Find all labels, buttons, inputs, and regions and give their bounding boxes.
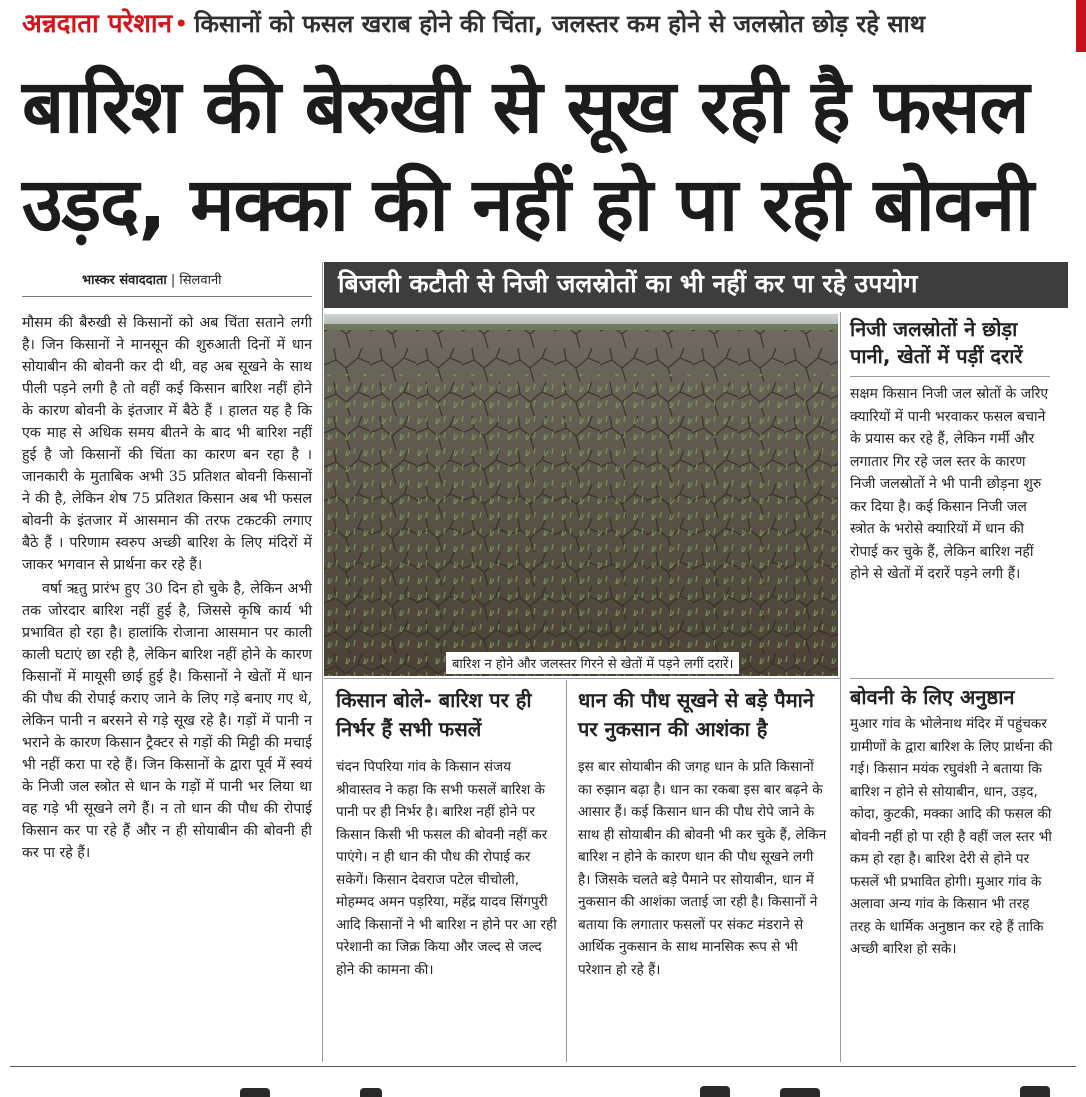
byline-separator: | [170,273,176,288]
byline-rule [22,296,312,297]
page-edge-marker [1076,0,1086,52]
headline-line-2: उड़द, मक्का की नहीं हो पा रही बोवनी [22,162,1034,248]
sidebar-story-2-title: बोवनी के लिए अनुष्ठान [850,685,1015,709]
column-story-2-title: धान की पौध सूखने से बड़े पैमाने पर नुकसान की आशंका है [578,688,814,741]
page-bottom-rule [10,1066,1076,1067]
column-story-1-title: किसान बोले- बारिश पर ही निर्भर हैं सभी फसलें [336,688,532,741]
sidebar-story-1-text: सक्षम किसान निजी जल स्रोतों के जरिए क्यारियों में पानी भरवाकर फसल बचाने के प्रयास कर रहे हैं, लेकिन गर्मी और लगातार गिर रहे जल स्तर के कारण निजी जलस्रोतों ने भी पानी छोड़ना शुरु कर दिया है। कई किसान निजी जल स्त्रोत के भरोसे क्यारियों में धान की रोपाई कर चुके हैं, लेकिन बारिश नहीं होने से खेतों में दरारें पड़ने लगी हैं। [850,386,1049,582]
main-story-paragraph-1: मौसम की बैरुखी से किसानों को अब चिंता सताने लगी है। जिन किसानों ने मानसून की शुरुआती दिनों में धान सोयाबीन की बोवनी कर दी थी, वह अब सूखने के साथ पीली पड़ने लगी है तो वहीं कई किसान बारिश नहीं होने के कारण बोवनी के इंतजार में बैठे हैं । हालत यह है कि एक माह से अधिक समय बीतने के बाद भी बारिश नहीं हुई है जो किसानों की चिंता का कारण बन रहा है । जानकारी के मुताबिक अभी 35 प्रतिशत बोवनी किसानों ने की है, लेकिन शेष 75 प्रतिशत किसान अब भी फसल बोवनी के इंतजार में आसमान की तरफ टकटकी लगाए बैठे हैं । परिणाम स्वरुप अच्छी बारिश के लिए मंदिरों में जाकर भगवान से प्रार्थना कर रहे हैं। [22,315,312,573]
field-photo [324,314,838,676]
byline-reporter: भास्कर संवाददाता [82,273,167,288]
kicker-text: किसानों को फसल खराब होने की चिंता, जलस्तर कम होने से जलस्रोत छोड़ रहे साथ [194,10,926,38]
sidebar-story-2-top-rule [850,678,1054,679]
column-story-2 [578,686,830,981]
byline-place: सिलवानी [179,273,222,288]
cracked-field-image [324,314,838,676]
column-story-2-text: इस बार सोयाबीन की जगह धान के प्रति किसानों का रुझान बढ़ा है। धान का रकबा इस बार बढ़ने के आसार हैं। कई किसान धान की पौध रोपे जाने के साथ ही सोयाबीन की बोवनी भी कर चुके हैं, लेकिन बारिश न होने के कारण धान की पौध सूखने लगी है। जिसके चलते बड़े पैमाने पर सोयाबीन, धान में नुकसान की आशंका जताई जा रही है। किसानों ने बताया कि लगातार फसलों पर संकट मंडराने से आर्थिक नुकसान के साथ मानसिक रूप से भी परेशान हो रहे हैं। [578,759,827,978]
sidebar-story-1 [850,316,1050,586]
column-divider-middle [566,680,567,1062]
sidebar-story-1-title: निजी जलस्रोतों ने छोड़ा पानी, खेतों में पड़ीं दरारें [850,317,1023,368]
column-divider-main [322,262,323,1062]
column-story-1 [336,686,558,981]
photo-bottom-rule [324,678,840,679]
sidebar-story-1-rule [850,376,1050,377]
kicker-label: अन्नदाता परेशान [22,9,173,38]
main-story-paragraph-2: वर्षा ऋतु प्रारंभ हुए 30 दिन हो चुके है, लेकिन अभी तक जोरदार बारिश नहीं हुई है, जिससे कृषि कार्य भी प्रभावित हो रहा है। हालांकि रोजाना आसमान पर काली काली घटाएं छा रही है, लेकिन बारिश नहीं होने के कारण किसानों में मायूसी छाई हुई है। किसानों ने खेतों में धान की पौध की रोपाई कराए जाने के लिए गड़े बनाए गए थे, लेकिन पानी न बरसने से गड़े सूख रहे है। गड़ों में पानी न भराने के कारण किसान ट्रैक्टर से गड़ों की मिट्टी की मचाई भी नहीं करा पा रहे हैं। जिन किसानों के द्वारा पूर्व में स्वयं के निजी जल स्त्रोत से धान के गड़ों में पानी भर लिया था वह गड़े भी सूखने लगे हैं। न तो धान की पौध की रोपाई किसान कर पा रहे हैं और न ही सोयाबीन की बोवनी ही कर पा रहे हैं। [22,581,312,861]
main-story [22,312,312,864]
byline [82,270,222,288]
photo-caption: बारिश न होने और जलस्तर गिरने से खेतों में पड़ने लगीं दरारें। [446,652,739,674]
section-banner: बिजली कटौती से निजी जलस्रोतों का भी नहीं कर पा रहे उपयोग [324,262,1068,308]
sidebar-story-2-text: मुआर गांव के भोलेनाथ मंदिर में पहुंचकर ग्रामीणों के द्वारा बारिश के लिए प्रार्थना की गई। किसान मयंक रघुवंशी ने बताया कि बारिश न होने से सोयाबीन, धान, उड़द, कोदा, कुटकी, मक्का आदि की फसल की बोवनी नहीं हो पा रही है वहीं जल स्तर भी कम हो रहा है। बारिश देरी से होने पर फसलें भी प्रभावित होगी। मुआर गांव के अलावा अन्य गांव के किसान भी तरह तरह के धार्मिक अनुष्ठान कर रहे हैं ताकि अच्छी बारिश हो सके। [850,716,1053,957]
sidebar-story-2 [850,678,1054,961]
column-story-1-text: चंदन पिपरिया गांव के किसान संजय श्रीवास्तव ने कहा कि सभी फसलें बारिश के पानी पर ही निर्भर है। बारिश नहीं होने पर किसान किसी भी फसल की बोवनी नहीं कर पाएंगे। न ही धान की पौध की रोपाई कर सकेगें। किसान देवराज पटेल चीचोली, मोहम्मद अमन पड़रिया, महेंद्र यादव सिंगपुरी आदि किसानों ने भी बारिश न होने पर आ रही परेशानी का जिक्र किया और जल्द से जल्द होने की कामना की। [336,759,557,978]
next-article-fragment [10,1076,1076,1097]
column-divider-sidebar [840,312,841,1062]
kicker [22,4,1062,38]
headline-line-1: बारिश की बेरुखी से सूख रही है फसल [22,64,1029,150]
kicker-bullet: • [174,10,189,38]
